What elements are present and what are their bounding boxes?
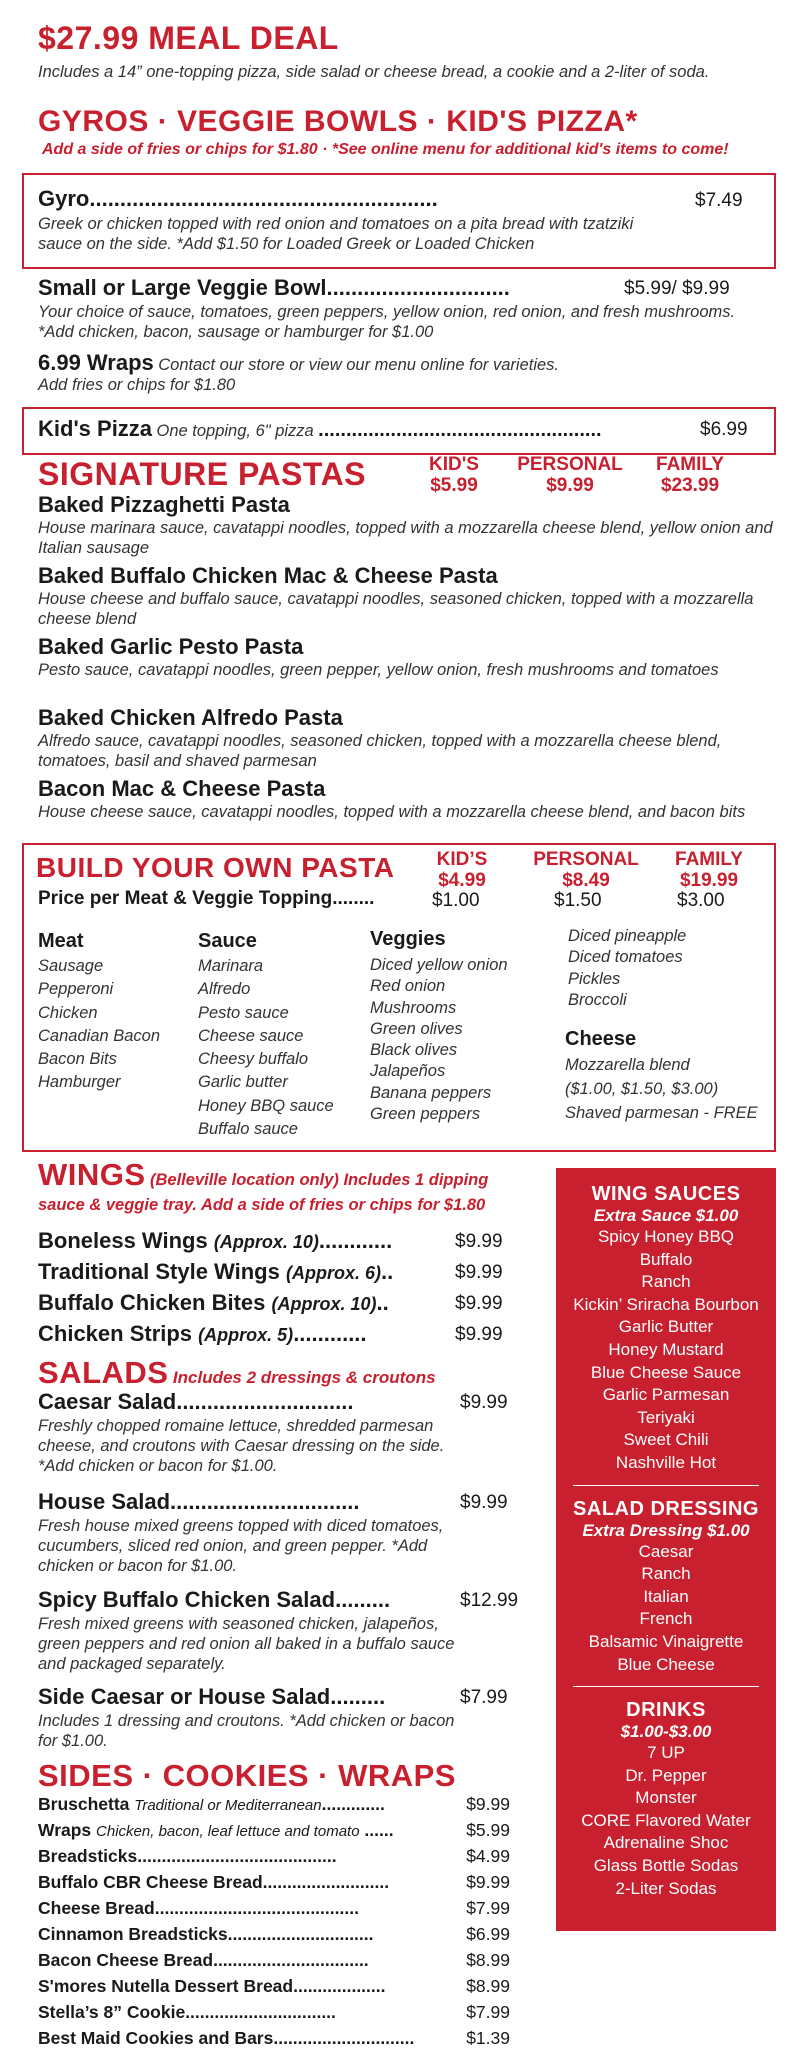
byo-size-personal: PERSONAL $8.49 xyxy=(533,849,639,891)
list-item: Diced pineapple xyxy=(568,927,687,945)
salad-item-price: $12.99 xyxy=(460,1590,519,1611)
kids-pizza-name: Kid's Pizza xyxy=(38,416,153,441)
gyro-name: Gyro......................................................... xyxy=(38,186,438,211)
list-item: Broccoli xyxy=(568,990,627,1009)
list-item: Cheesy buffalo xyxy=(198,1050,309,1069)
gyro-desc: Greek or chicken topped with red onion and tomatoes on a pita bread with tzatziki sauce on the side. *Add $1.50 for Loaded Greek or Loaded Chicken xyxy=(38,215,634,253)
salads-header xyxy=(38,1355,436,1391)
list-item: Cinnamon Breadsticks.............................. $6.99 xyxy=(38,1924,510,1944)
list-item: ($1.00, $1.50, $3.00) xyxy=(565,1080,719,1098)
wings-item: Chicken Strips (Approx. 5)............ xyxy=(38,1321,367,1346)
list-item: Bruschetta Traditional or Mediterranean............. $9.99 xyxy=(38,1794,510,1814)
list-item: Nashville Hot xyxy=(615,1452,717,1472)
list-item: Mushrooms xyxy=(370,998,457,1017)
sides-title: SIDES · COOKIES · WRAPS xyxy=(38,1758,456,1793)
byo-sauce-column xyxy=(198,930,334,1141)
salad-item-name: Side Caesar or House Salad......... xyxy=(38,1684,386,1709)
list-item: Red onion xyxy=(370,977,446,996)
list-item: Honey Mustard xyxy=(608,1339,724,1359)
salad-item-name: Caesar Salad............................. xyxy=(38,1389,354,1414)
list-item: Pickles xyxy=(568,969,621,988)
wings-price: $9.99 xyxy=(455,1324,503,1345)
list-item: 2-Liter Sodas xyxy=(615,1878,717,1898)
wraps-desc: Add fries or chips for $1.80 xyxy=(38,376,236,394)
pasta-item-name: Bacon Mac & Cheese Pasta xyxy=(38,776,326,801)
list-item: Shaved parmesan - FREE xyxy=(565,1104,758,1122)
kids-pizza-note: One topping, 6" pizza xyxy=(156,422,314,440)
pasta-item-desc: House cheese sauce, cavatappi noodles, topped with a mozzarella cheese blend, and bacon bits xyxy=(38,803,746,821)
list-item: Bacon Cheese Bread................................ $8.99 xyxy=(38,1950,510,1970)
sauces-drinks-sidebar xyxy=(556,1168,776,1931)
byo-cheese-column xyxy=(565,1028,758,1125)
kids-pizza-price: $6.99 xyxy=(700,419,748,440)
list-item: Monster xyxy=(635,1788,697,1808)
kids-pizza-item: Kid's Pizza One topping, 6" pizza ................................................... xyxy=(38,416,602,441)
list-item: Cheese Bread.......................................... $7.99 xyxy=(38,1898,510,1918)
list-item: Garlic Butter xyxy=(618,1317,714,1337)
list-item: Blue Cheese Sauce xyxy=(590,1362,742,1382)
list-item: Pepperoni xyxy=(38,980,114,999)
list-item: Canadian Bacon xyxy=(38,1026,161,1045)
list-item: Diced tomatoes xyxy=(568,948,683,967)
byo-topping-label: Price per Meat & Veggie Topping........ xyxy=(38,888,375,909)
wing-sauces-subtitle: Extra Sauce $1.00 xyxy=(593,1206,739,1225)
list-item: Green olives xyxy=(370,1019,463,1038)
list-item: Garlic Parmesan xyxy=(602,1385,730,1405)
pasta-item-desc: Pesto sauce, cavatappi noodles, green pepper, yellow onion, fresh mushrooms and tomatoes xyxy=(38,661,719,679)
list-item: Ranch xyxy=(641,1564,691,1584)
list-item: Ranch xyxy=(641,1272,691,1292)
wings-price: $9.99 xyxy=(455,1231,503,1252)
byo-cheese-title: Cheese xyxy=(565,1028,637,1050)
wraps-name: 6.99 Wraps xyxy=(38,350,154,375)
salad-dressing-title: SALAD DRESSING xyxy=(573,1497,759,1520)
salads-note: Includes 2 dressings & croutons xyxy=(172,1368,436,1387)
list-item: Breadsticks......................................... $4.99 xyxy=(38,1846,510,1866)
salad-item-desc: Fresh house mixed greens topped with diced tomatoes, cucumbers, sliced red onion, and green pepper. *Add chicken or bacon for $1.00. xyxy=(38,1517,444,1575)
byo-topping-price-kids: $1.00 xyxy=(432,890,480,911)
byo-meat-column xyxy=(38,930,160,1095)
salad-item-price: $7.99 xyxy=(460,1687,508,1708)
list-item: French xyxy=(639,1609,693,1629)
list-item: Marinara xyxy=(198,957,264,975)
byo-veggies-column-2 xyxy=(568,926,686,1011)
byo-topping-price-personal: $1.50 xyxy=(554,890,602,911)
gyro-price: $7.49 xyxy=(695,190,743,211)
list-item: Best Maid Cookies and Bars............................. $1.39 xyxy=(38,2028,510,2048)
byo-meat-title: Meat xyxy=(38,930,84,952)
list-item: Stella’s 8” Cookie............................... $7.99 xyxy=(38,2002,510,2022)
list-item: Banana peppers xyxy=(370,1083,492,1102)
wraps-inline: Contact our store or view our menu online for varieties. xyxy=(158,356,560,374)
wings-header xyxy=(38,1157,538,1218)
list-item: Adrenaline Shoc xyxy=(603,1833,729,1853)
salad-item-desc: Freshly chopped romaine lettuce, shredded parmesan cheese, and croutons with Caesar dressing on the side. *Add chicken or bacon for $1.00. xyxy=(38,1417,445,1475)
veggie-bowl-desc: Your choice of sauce, tomatoes, green peppers, yellow onion, red onion, and fresh mushrooms. *Add chicken, bacon, sausage or hamburger for $1.00 xyxy=(38,303,736,341)
pasta-item-desc: Alfredo sauce, cavatappi noodles, seasoned chicken, topped with a mozzarella cheese blend, tomatoes, basil and shaved parmesan xyxy=(38,732,722,770)
wings-price: $9.99 xyxy=(455,1293,503,1314)
salad-dressing-subtitle: Extra Dressing $1.00 xyxy=(582,1520,750,1540)
pasta-item-desc: House marinara sauce, cavatappi noodles, topped with a mozzarella cheese blend, yellow onion and Italian sausage xyxy=(38,519,773,557)
list-item: Spicy Honey BBQ xyxy=(597,1227,735,1246)
pasta-item-name: Baked Pizzaghetti Pasta xyxy=(38,492,290,517)
list-item: Sausage xyxy=(38,957,104,975)
wraps-item xyxy=(38,350,758,376)
wings-item: Buffalo Chicken Bites (Approx. 10).. xyxy=(38,1290,389,1315)
list-item: Dr. Pepper xyxy=(625,1765,707,1785)
list-item: CORE Flavored Water xyxy=(581,1810,751,1830)
list-item: Alfredo xyxy=(198,980,251,999)
meal-deal-title: $27.99 MEAL DEAL xyxy=(38,20,339,56)
byo-size-family: FAMILY $19.99 xyxy=(675,849,743,891)
pasta-item-name: Baked Buffalo Chicken Mac & Cheese Pasta xyxy=(38,563,498,588)
list-item: Blue Cheese xyxy=(617,1654,715,1674)
wings-note: (Belleville location only) Includes 1 dipping sauce & veggie tray. Add a side of fries or chips for $1.80 xyxy=(38,1171,489,1214)
list-item: Bacon Bits xyxy=(38,1050,117,1069)
salads-title: SALADS xyxy=(38,1355,169,1390)
drinks-title: DRINKS xyxy=(626,1699,706,1722)
list-item: Buffalo CBR Cheese Bread.......................... $9.99 xyxy=(38,1872,510,1892)
wing-sauces-title: WING SAUCES xyxy=(591,1183,741,1205)
pasta-item-desc: House cheese and buffalo sauce, cavatappi noodles, seasoned chicken, topped with a mozzarella cheese blend xyxy=(38,590,754,628)
gyros-section-subtitle: Add a side of fries or chips for $1.80 · *See online menu for additional kid's items to come! xyxy=(42,141,729,158)
list-item: Buffalo sauce xyxy=(198,1120,298,1139)
list-item: Garlic butter xyxy=(198,1073,288,1092)
salad-item-price: $9.99 xyxy=(460,1392,508,1413)
list-item: Buffalo xyxy=(639,1249,693,1269)
list-item: Honey BBQ sauce xyxy=(198,1096,334,1115)
byo-veggies-title: Veggies xyxy=(370,928,446,950)
byo-topping-price-family: $3.00 xyxy=(677,890,725,911)
list-item: Balsamic Vinaigrette xyxy=(588,1631,744,1651)
byo-size-kids: KID’S $4.99 xyxy=(436,849,488,891)
sidebar-divider xyxy=(573,1485,759,1486)
byo-title: BUILD YOUR OWN PASTA xyxy=(36,852,395,883)
gyros-section-title: GYROS · VEGGIE BOWLS · KID'S PIZZA* xyxy=(38,105,638,138)
drinks-subtitle: $1.00-$3.00 xyxy=(620,1722,712,1742)
list-item: Kickin’ Sriracha Bourbon xyxy=(573,1294,759,1314)
salad-item-name: House Salad............................... xyxy=(38,1489,360,1514)
list-item: Teriyaki xyxy=(637,1407,695,1427)
wings-item: Boneless Wings (Approx. 10)............ xyxy=(38,1228,393,1253)
list-item: Green peppers xyxy=(370,1105,481,1124)
meal-deal-desc: Includes a 14” one-topping pizza, side salad or cheese bread, a cookie and a 2-liter of soda. xyxy=(38,63,710,81)
list-item: Diced yellow onion xyxy=(370,956,508,974)
list-item: Jalapeños xyxy=(370,1062,446,1081)
salad-item-desc: Includes 1 dressing and croutons. *Add chicken or bacon for $1.00. xyxy=(38,1712,455,1750)
list-item: Caesar xyxy=(638,1541,694,1561)
list-item: Hamburger xyxy=(38,1073,121,1092)
wings-title: WINGS xyxy=(38,1157,146,1192)
list-item: Glass Bottle Sodas xyxy=(593,1856,739,1876)
veggie-bowl-price: $5.99/ $9.99 xyxy=(624,278,730,299)
list-item: Pesto sauce xyxy=(198,1003,289,1022)
salad-item-name: Spicy Buffalo Chicken Salad......... xyxy=(38,1587,391,1612)
list-item: 7 UP xyxy=(647,1743,685,1763)
list-item: Mozzarella blend xyxy=(565,1056,690,1074)
veggie-bowl-name: Small or Large Veggie Bowl.............................. xyxy=(38,275,510,300)
salad-item-desc: Fresh mixed greens with seasoned chicken, jalapeños, green peppers and red onion all baked in a buffalo sauce and packaged separately. xyxy=(38,1615,455,1673)
list-item: Black olives xyxy=(370,1041,458,1060)
pastas-size-family: FAMILY $23.99 xyxy=(656,454,724,496)
wings-price: $9.99 xyxy=(455,1262,503,1283)
list-item: S'mores Nutella Dessert Bread................... $8.99 xyxy=(38,1976,510,1996)
pastas-size-kids: KID'S $5.99 xyxy=(429,454,479,496)
list-item: Cheese sauce xyxy=(198,1026,304,1045)
list-item: Wraps Chicken, bacon, leaf lettuce and tomato ...... $5.99 xyxy=(38,1820,510,1840)
list-item: Sweet Chili xyxy=(623,1430,709,1450)
pastas-title: SIGNATURE PASTAS xyxy=(38,456,367,492)
sidebar-divider xyxy=(573,1686,759,1687)
wings-item: Traditional Style Wings (Approx. 6).. xyxy=(38,1259,394,1284)
byo-sauce-title: Sauce xyxy=(198,930,257,952)
list-item: Chicken xyxy=(38,1003,98,1022)
pastas-size-personal: PERSONAL $9.99 xyxy=(517,454,623,496)
salad-item-price: $9.99 xyxy=(460,1492,508,1513)
pasta-item-name: Baked Garlic Pesto Pasta xyxy=(38,634,304,659)
pasta-item-name: Baked Chicken Alfredo Pasta xyxy=(38,705,343,730)
list-item: Italian xyxy=(643,1586,689,1606)
byo-veggies-column xyxy=(370,928,508,1125)
